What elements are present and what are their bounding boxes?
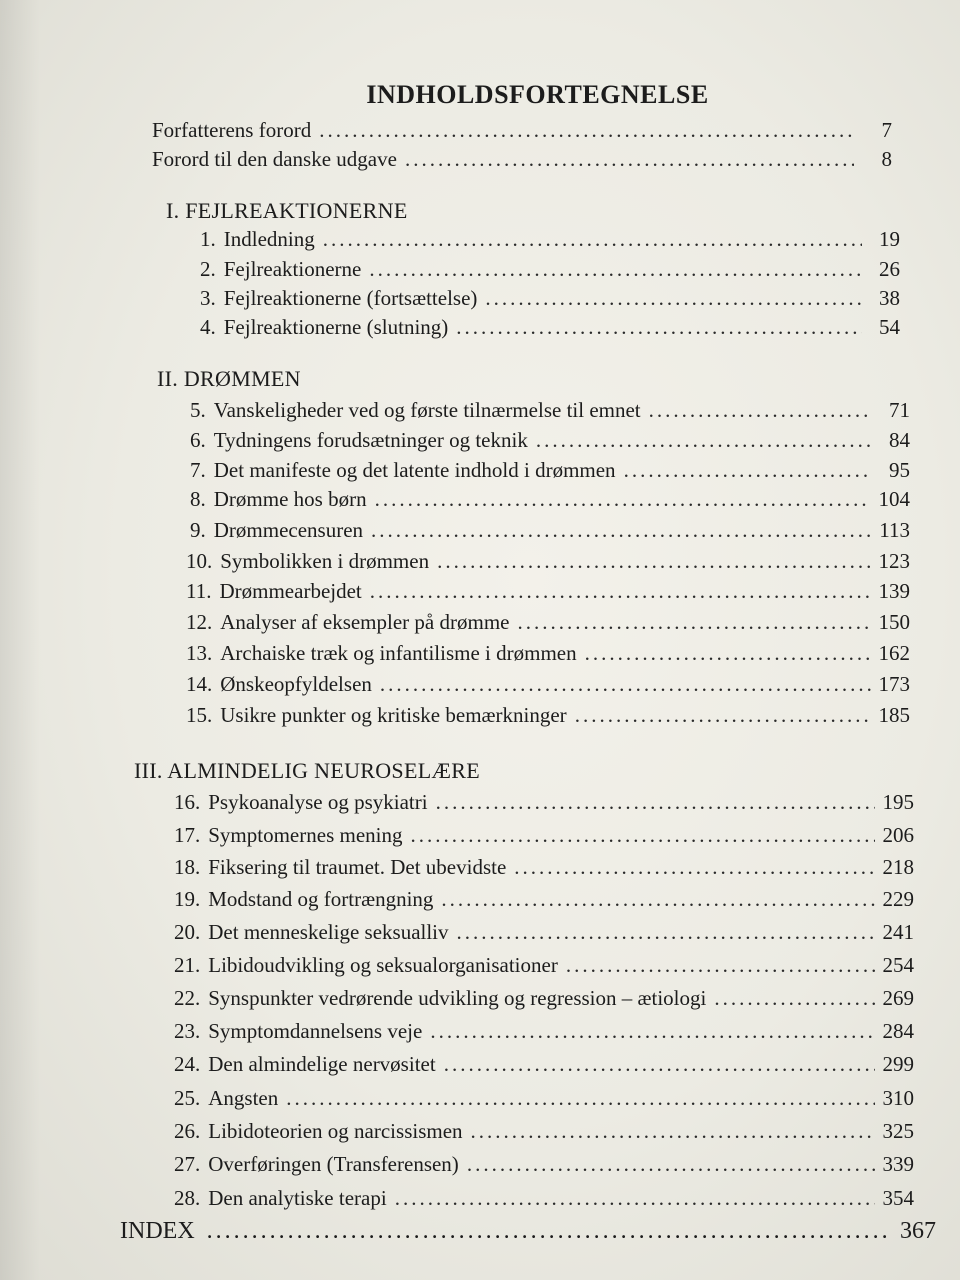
- toc-entry: [190, 428, 910, 453]
- toc-entry: [200, 315, 900, 340]
- leader-dots: [575, 703, 871, 728]
- entry-number: 24.: [174, 1052, 201, 1076]
- toc-entry: [152, 147, 892, 172]
- entry-page: 104: [878, 487, 910, 511]
- entry-page: 71: [889, 398, 910, 422]
- leader-dots: [370, 579, 871, 604]
- toc-entry: [174, 790, 914, 815]
- toc-entry: [174, 1119, 914, 1144]
- toc-entry: [190, 518, 910, 543]
- entry-label: Usikre punkter og kritiske bemærkninger: [220, 703, 567, 727]
- leader-dots: [471, 1119, 875, 1144]
- entry-page: 284: [882, 1019, 914, 1043]
- entry-number: 9.: [190, 518, 206, 542]
- entry-label: Vanskeligheder ved og første tilnærmelse til emnet: [213, 398, 641, 422]
- leader-dots: [585, 641, 871, 666]
- entry-number: 13.: [186, 641, 213, 665]
- entry-label: Drømme hos børn: [213, 487, 367, 511]
- entry-number: 12.: [186, 610, 213, 634]
- entry-label: Drømmecensuren: [213, 518, 364, 542]
- entry-number: 14.: [186, 672, 213, 696]
- leader-dots: [436, 790, 875, 815]
- entry-page: 254: [882, 953, 914, 977]
- entry-page: 84: [889, 428, 910, 452]
- leader-dots: [566, 953, 875, 978]
- leader-dots: [319, 118, 854, 143]
- entry-number: 5.: [190, 398, 206, 422]
- entry-page: 38: [879, 286, 900, 310]
- entry-number: 22.: [174, 986, 201, 1010]
- entry-label: Symbolikken i drømmen: [220, 549, 430, 573]
- leader-dots: [456, 315, 862, 340]
- entry-number: 6.: [190, 428, 206, 452]
- entry-page: 113: [879, 518, 910, 542]
- toc-entry: [200, 286, 900, 311]
- entry-label: Libidoudvikling og seksualorganisationer: [208, 953, 558, 977]
- entry-number: 27.: [174, 1152, 201, 1176]
- entry-label: Angsten: [208, 1086, 279, 1110]
- entry-label: Forfatterens forord: [152, 118, 312, 142]
- entry-number: 19.: [174, 887, 201, 911]
- entry-number: 28.: [174, 1186, 201, 1210]
- leader-dots: [380, 672, 871, 697]
- entry-label: Symptomernes mening: [208, 823, 403, 847]
- toc-entry: [186, 579, 910, 604]
- leader-dots: [624, 458, 872, 483]
- entry-number: 18.: [174, 855, 201, 879]
- entry-number: 23.: [174, 1019, 201, 1043]
- toc-entry: [174, 1186, 914, 1211]
- entry-number: 26.: [174, 1119, 201, 1143]
- entry-number: 11.: [186, 579, 212, 603]
- entry-page: 95: [889, 458, 910, 482]
- entry-label: Den analytiske terapi: [208, 1186, 387, 1210]
- toc-entry: [190, 487, 910, 512]
- entry-label: Synspunkter vedrørende udvikling og regression – ætiologi: [208, 986, 707, 1010]
- entry-label: Fejlreaktionerne (fortsættelse): [223, 286, 478, 310]
- entry-page: 206: [882, 823, 914, 847]
- entry-page: 173: [878, 672, 910, 696]
- entry-page: 162: [878, 641, 910, 665]
- toc-entry: [200, 227, 900, 252]
- entry-page: 354: [882, 1186, 914, 1210]
- entry-number: 1.: [200, 227, 216, 251]
- leader-dots: [207, 1218, 892, 1245]
- entry-number: 10.: [186, 549, 213, 573]
- leader-dots: [649, 398, 872, 423]
- entry-page: 26: [879, 257, 900, 281]
- entry-label: Analyser af eksempler på drømme: [220, 610, 510, 634]
- leader-dots: [405, 147, 854, 172]
- entry-label: Modstand og fortrængning: [208, 887, 434, 911]
- leader-dots: [467, 1152, 875, 1177]
- leader-dots: [371, 518, 871, 543]
- entry-page: 185: [878, 703, 910, 727]
- toc-entry: [152, 118, 892, 143]
- section-heading: III. ALMINDELIG NEUROSELÆRE: [134, 758, 481, 783]
- leader-dots: [485, 286, 862, 311]
- toc-entry: [186, 672, 910, 697]
- toc-entry: [174, 855, 914, 880]
- toc-entry: [174, 953, 914, 978]
- toc-entry: [174, 1086, 914, 1111]
- entry-page: 139: [878, 579, 910, 603]
- toc-entry: [186, 610, 910, 635]
- entry-label: Drømmearbejdet: [219, 579, 362, 603]
- entry-number: 8.: [190, 487, 206, 511]
- toc-entry: [174, 823, 914, 848]
- entry-page: 229: [882, 887, 914, 911]
- toc-entry: [174, 986, 914, 1011]
- entry-label: Fejlreaktionerne (slutning): [223, 315, 449, 339]
- toc-entry: [174, 1019, 914, 1044]
- entry-label: Psykoanalyse og psykiatri: [208, 790, 428, 814]
- entry-page: 218: [882, 855, 914, 879]
- entry-label: Libidoteorien og narcissismen: [208, 1119, 463, 1143]
- entry-page: 123: [878, 549, 910, 573]
- toc-entry: [186, 703, 910, 728]
- section-heading: I. FEJLREAKTIONERNE: [166, 198, 408, 223]
- section-heading: II. DRØMMEN: [157, 366, 301, 391]
- leader-dots: [369, 257, 862, 282]
- index-page: 367: [900, 1218, 936, 1244]
- entry-page: 195: [882, 790, 914, 814]
- toc-entry: [174, 887, 914, 912]
- entry-number: 15.: [186, 703, 213, 727]
- entry-label: Forord til den danske udgave: [152, 147, 397, 171]
- entry-number: 25.: [174, 1086, 201, 1110]
- entry-number: 2.: [200, 257, 216, 281]
- entry-label: Det menneskelige seksualliv: [208, 920, 449, 944]
- entry-page: 150: [878, 610, 910, 634]
- leader-dots: [410, 823, 874, 848]
- entry-page: 241: [882, 920, 914, 944]
- entry-page: 310: [882, 1086, 914, 1110]
- toc-entry: [190, 458, 910, 483]
- entry-page: 299: [882, 1052, 914, 1076]
- page-edge-shadow: [0, 0, 40, 1280]
- entry-number: 3.: [200, 286, 216, 310]
- entry-page: 54: [879, 315, 900, 339]
- entry-label: Fejlreaktionerne: [223, 257, 362, 281]
- toc-entry: [174, 1152, 914, 1177]
- entry-page: 19: [879, 227, 900, 251]
- entry-label: Indledning: [223, 227, 315, 251]
- leader-dots: [395, 1186, 875, 1211]
- leader-dots: [714, 986, 874, 1011]
- entry-label: Den almindelige nervøsitet: [208, 1052, 436, 1076]
- leader-dots: [514, 855, 874, 880]
- leader-dots: [517, 610, 870, 635]
- leader-dots: [286, 1086, 874, 1111]
- entry-label: Symptomdannelsens veje: [208, 1019, 423, 1043]
- entry-number: 21.: [174, 953, 201, 977]
- entry-page: 7: [881, 118, 892, 142]
- entry-page: 339: [882, 1152, 914, 1176]
- entry-label: Ønskeopfyldelsen: [220, 672, 372, 696]
- entry-number: 17.: [174, 823, 201, 847]
- leader-dots: [437, 549, 870, 574]
- leader-dots: [441, 887, 874, 912]
- leader-dots: [457, 920, 875, 945]
- index-label: INDEX: [120, 1218, 195, 1244]
- leader-dots: [323, 227, 862, 252]
- page-title: INDHOLDSFORTEGNELSE: [366, 80, 709, 109]
- leader-dots: [536, 428, 872, 453]
- entry-number: 4.: [200, 315, 216, 339]
- entry-page: 269: [882, 986, 914, 1010]
- entry-page: 325: [882, 1119, 914, 1143]
- entry-number: 20.: [174, 920, 201, 944]
- toc-entry: [200, 257, 900, 282]
- leader-dots: [430, 1019, 874, 1044]
- leader-dots: [375, 487, 871, 512]
- toc-entry: [174, 920, 914, 945]
- toc-entry: [186, 549, 910, 574]
- toc-entry: [186, 641, 910, 666]
- entry-label: Tydningens forudsætninger og teknik: [213, 428, 528, 452]
- entry-label: Overføringen (Transferensen): [208, 1152, 459, 1176]
- entry-label: Archaiske træk og infantilisme i drømmen: [220, 641, 577, 665]
- entry-number: 16.: [174, 790, 201, 814]
- toc-entry: [190, 398, 910, 423]
- index-entry: [120, 1218, 936, 1245]
- entry-label: Det manifeste og det latente indhold i drømmen: [213, 458, 616, 482]
- entry-page: 8: [881, 147, 892, 171]
- entry-label: Fiksering til traumet. Det ubevidste: [208, 855, 507, 879]
- entry-number: 7.: [190, 458, 206, 482]
- leader-dots: [444, 1052, 875, 1077]
- toc-entry: [174, 1052, 914, 1077]
